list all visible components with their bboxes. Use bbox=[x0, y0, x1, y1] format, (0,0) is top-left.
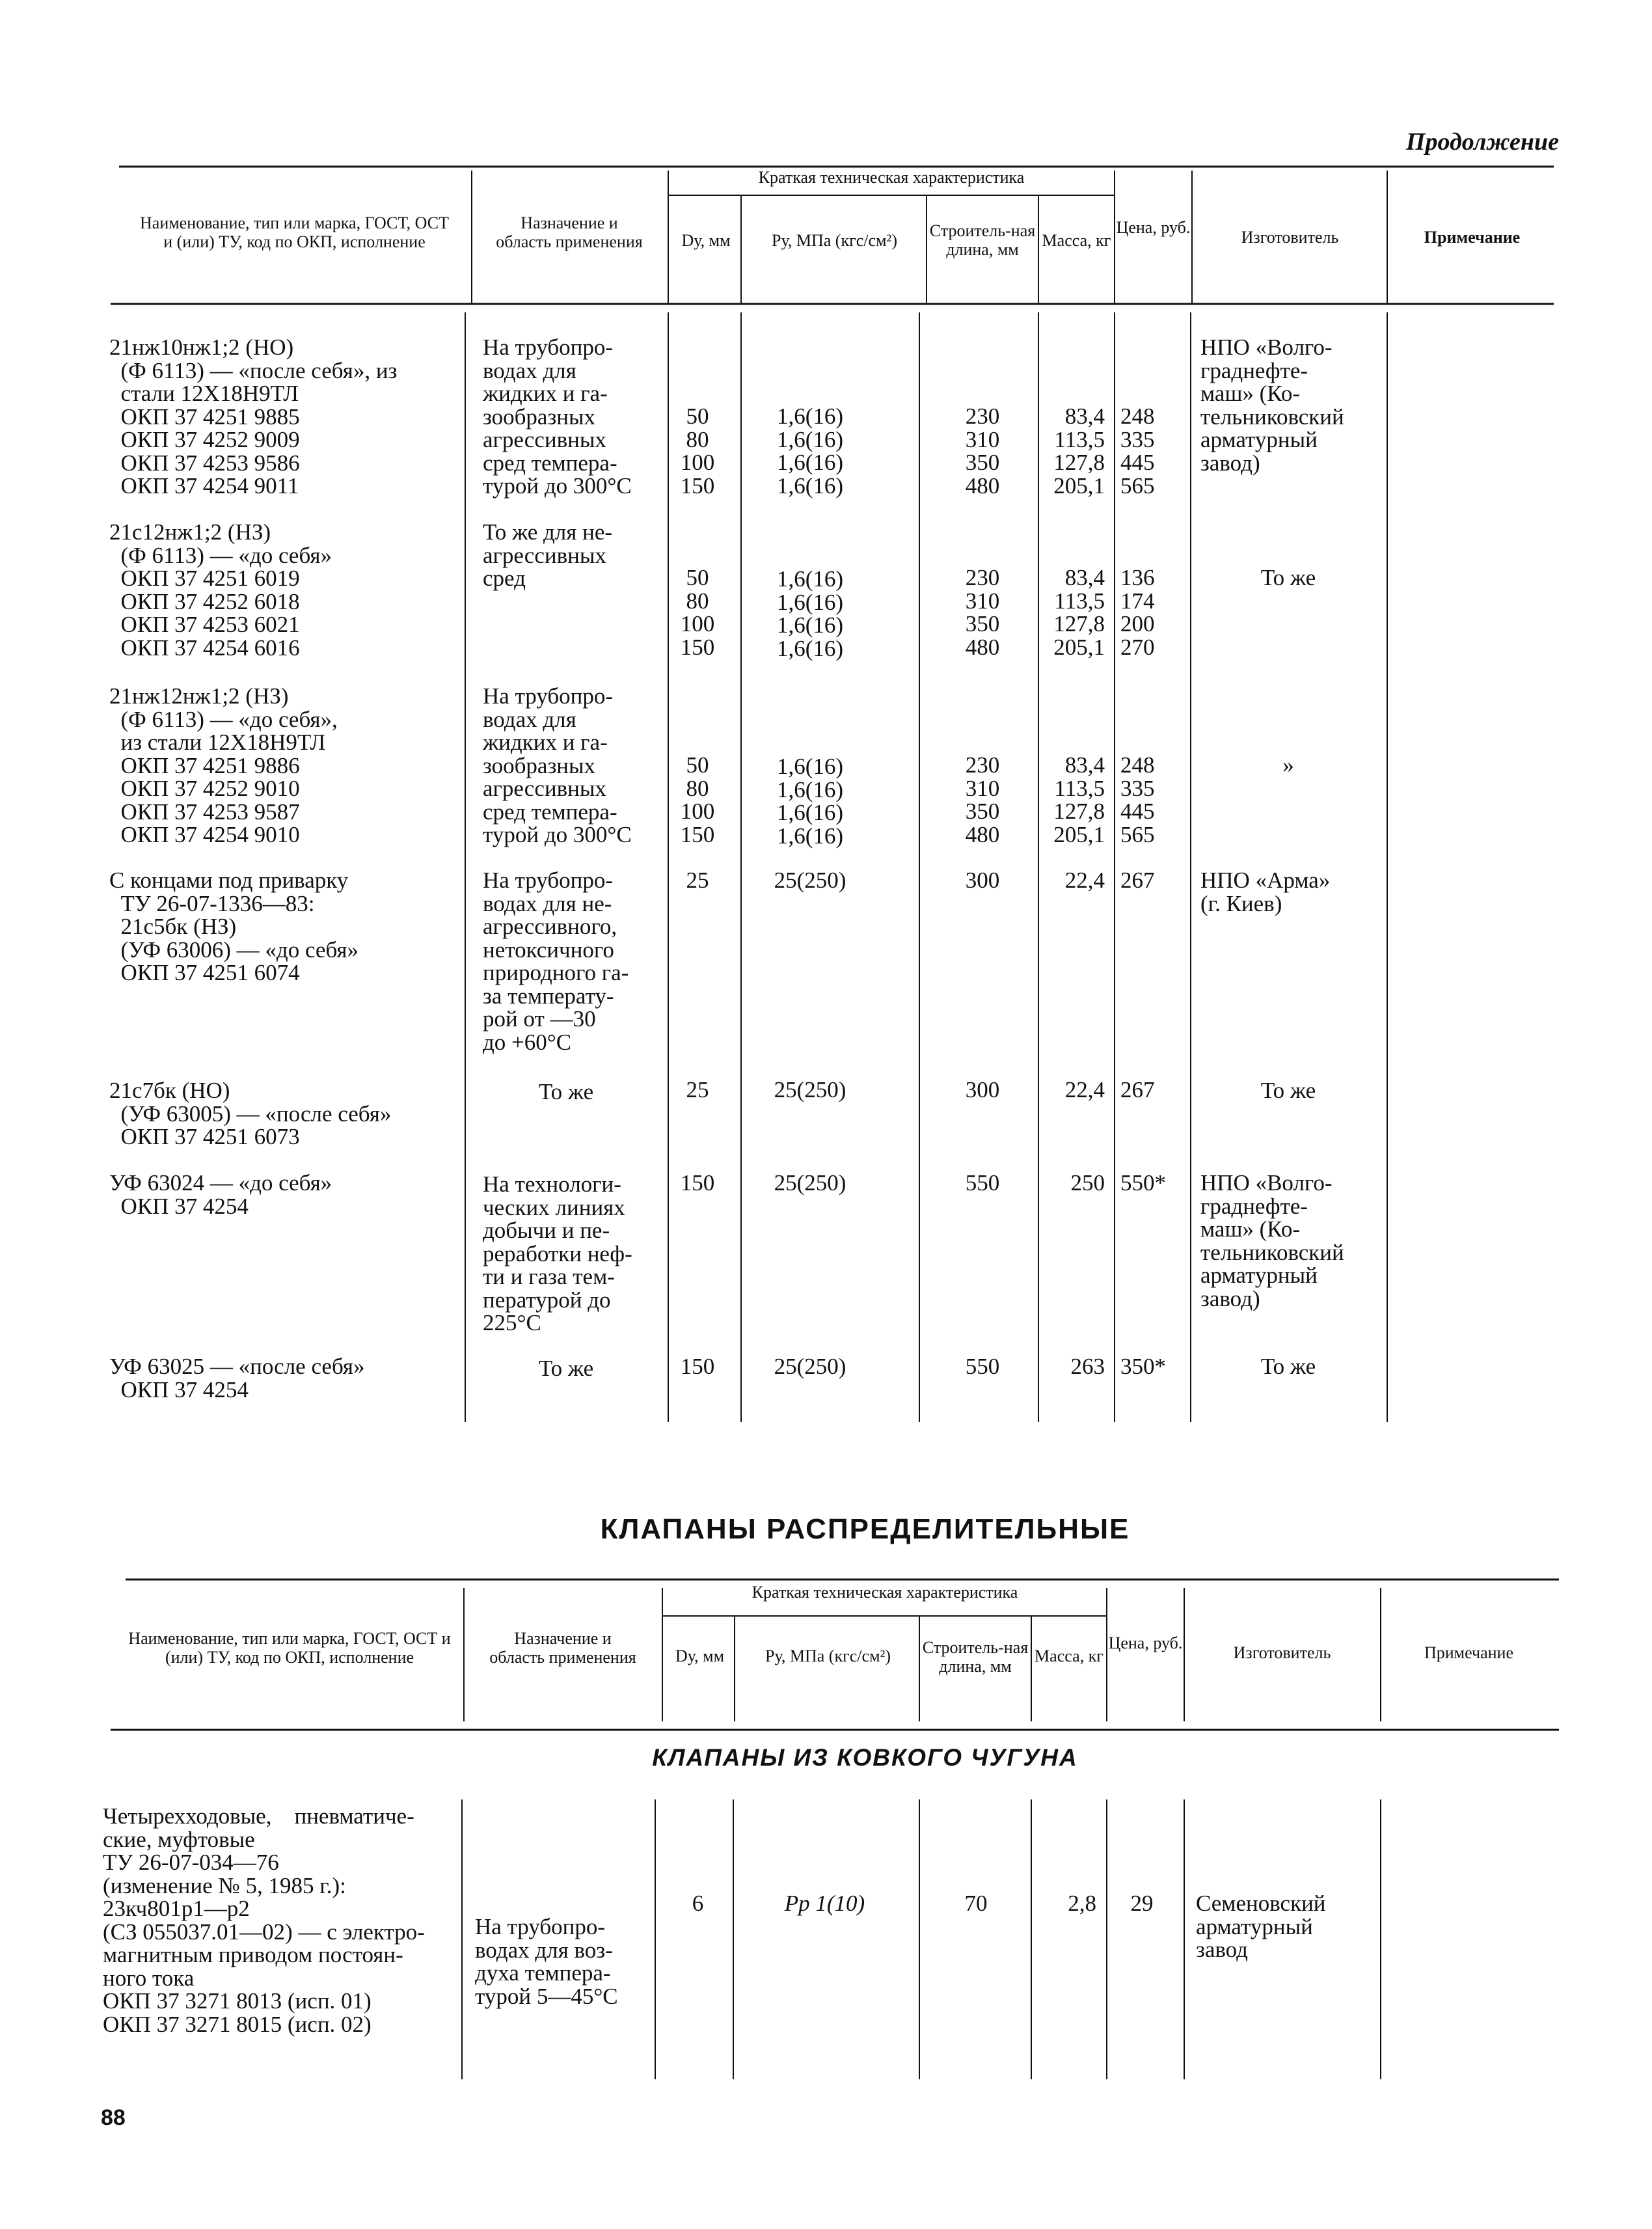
t2-header-purpose: Назначение и область применения bbox=[489, 1629, 636, 1667]
subsection-title: КЛАПАНЫ ИЗ КОВКОГО ЧУГУНА bbox=[652, 1744, 1078, 1771]
header-mass: Масса, кг bbox=[1042, 231, 1111, 250]
t1-r3-mass: 83,4 113,5 127,8 205,1 bbox=[1053, 752, 1105, 847]
t2-r1-maker: Семеновский арматурный завод bbox=[1196, 1891, 1326, 1962]
t1-r3-name: 21нж12нж1;2 (НЗ) (Ф 6113) — «до себя», из стали 12Х18Н9ТЛ ОКП 37 4251 9886 ОКП 37 4252 9010 ОКП 37 4253 9587 ОКП 37 4254 9010 bbox=[109, 683, 338, 847]
t1-r7-maker: То же bbox=[1260, 1354, 1316, 1379]
t2-header-length: Строитель-ная длина, мм bbox=[922, 1638, 1029, 1676]
t1-r7-py: 25(250) bbox=[774, 1354, 846, 1379]
t1-r2-dy: 50 80 100 150 bbox=[680, 565, 715, 660]
t1-r1-price: 248 335 445 565 bbox=[1120, 403, 1155, 499]
t1-r2-mass: 83,4 113,5 127,8 205,1 bbox=[1053, 565, 1105, 660]
t1-r2-price: 136 174 200 270 bbox=[1120, 565, 1155, 660]
page-number: 88 bbox=[101, 2105, 126, 2130]
t2-header-maker: Изготовитель bbox=[1233, 1643, 1331, 1662]
t1-r7-length: 550 bbox=[965, 1354, 1000, 1379]
t1-r1-purpose: На трубопро- водах для жидких и га- зообразных агрессивных сред темпера- турой до 300°С bbox=[483, 335, 632, 499]
t1-r5-py: 25(250) bbox=[774, 1077, 846, 1102]
header-note: Примечание bbox=[1424, 228, 1521, 247]
t1-r5-dy: 25 bbox=[686, 1077, 709, 1102]
t1-r3-dy: 50 80 100 150 bbox=[680, 752, 715, 847]
t1-r4-length: 300 bbox=[965, 868, 1000, 893]
t1-r7-name: УФ 63025 — «после себя» ОКП 37 4254 bbox=[109, 1354, 365, 1402]
t1-r5-name: 21с7бк (НО) (УФ 63005) — «после себя» ОКП 37 4251 6073 bbox=[109, 1078, 392, 1149]
t2-r1-name: Четырехходовые, пневматиче- ские, муфтовые ТУ 26-07-034—76 (изменение № 5, 1985 г.): 23кч801р1—р2 (СЗ 055037.01—02) — с электро- магнитным приводом постоян- ного тока ОКП 37 3271 8013 (исп. 01) ОКП 37 3271 8015 (исп. 02) bbox=[103, 1803, 425, 2037]
t1-r1-name: 21нж10нж1;2 (НО) (Ф 6113) — «после себя», из стали 12Х18Н9ТЛ ОКП 37 4251 9885 ОКП 37 4252 9009 ОКП 37 4253 9586 ОКП 37 4254 9011 bbox=[109, 335, 398, 499]
header-maker: Изготовитель bbox=[1241, 228, 1339, 247]
t1-r5-purpose: То же bbox=[538, 1079, 594, 1104]
t1-r3-length: 230 310 350 480 bbox=[965, 752, 1000, 847]
header-length: Строитель-ная длина, мм bbox=[929, 221, 1036, 259]
t1-r7-price: 350* bbox=[1120, 1354, 1166, 1379]
t1-r2-maker: То же bbox=[1260, 565, 1316, 590]
t2-header-price: Цена, руб. bbox=[1108, 1634, 1183, 1652]
header-price: Цена, руб. bbox=[1116, 218, 1191, 237]
t1-r5-mass: 22,4 bbox=[1064, 1077, 1105, 1102]
t2-header-dy: Dу, мм bbox=[675, 1647, 725, 1665]
t1-r6-price: 550* bbox=[1120, 1170, 1166, 1196]
t1-r6-length: 550 bbox=[965, 1170, 1000, 1196]
header-dy: Dу, мм bbox=[681, 231, 731, 250]
t2-header-note: Примечание bbox=[1424, 1643, 1514, 1662]
t1-r2-length: 230 310 350 480 bbox=[965, 565, 1000, 660]
t1-r6-dy: 150 bbox=[680, 1170, 715, 1196]
t1-r3-py: 1,6(16) 1,6(16) 1,6(16) 1,6(16) bbox=[776, 754, 844, 849]
t2-r1-length: 70 bbox=[964, 1891, 988, 1916]
t1-r1-maker: НПО «Волго- граднефте- маш» (Ко- тельниковский арматурный завод) bbox=[1200, 335, 1344, 476]
t1-r1-py: 1,6(16) 1,6(16) 1,6(16) 1,6(16) bbox=[776, 403, 844, 499]
t2-header-py: Pу, МПа (кгс/см²) bbox=[765, 1647, 891, 1665]
t2-header-name: Наименование, тип или марка, ГОСТ, ОСТ и (или) ТУ, код по ОКП, исполнение bbox=[128, 1629, 451, 1667]
t1-r6-name: УФ 63024 — «до себя» ОКП 37 4254 bbox=[109, 1170, 332, 1219]
t2-header-brief: Краткая техническая характеристика bbox=[752, 1583, 1018, 1602]
t1-r6-maker: НПО «Волго- граднефте- маш» (Ко- тельниковский арматурный завод) bbox=[1200, 1170, 1344, 1311]
t1-r3-price: 248 335 445 565 bbox=[1120, 752, 1155, 847]
t1-r4-purpose: На трубопро- водах для не- агрессивного, нетоксичного природного га- за температу- рой от —30 до +60°С bbox=[483, 868, 629, 1055]
t1-r4-maker: НПО «Арма» (г. Киев) bbox=[1200, 868, 1331, 916]
t1-r1-length: 230 310 350 480 bbox=[965, 403, 1000, 499]
t1-r5-maker: То же bbox=[1260, 1078, 1316, 1103]
t1-r5-price: 267 bbox=[1120, 1077, 1155, 1102]
t2-r1-price: 29 bbox=[1130, 1891, 1154, 1916]
t1-r2-py: 1,6(16) 1,6(16) 1,6(16) 1,6(16) bbox=[776, 566, 844, 661]
t1-r7-purpose: То же bbox=[538, 1356, 594, 1381]
t2-r1-py: Pр 1(10) bbox=[784, 1891, 865, 1916]
section-title: КЛАПАНЫ РАСПРЕДЕЛИТЕЛЬНЫЕ bbox=[600, 1513, 1130, 1545]
t2-r1-mass: 2,8 bbox=[1068, 1891, 1096, 1916]
t2-r1-dy: 6 bbox=[692, 1891, 704, 1916]
t1-r1-mass: 83,4 113,5 127,8 205,1 bbox=[1053, 403, 1105, 499]
t1-r3-maker: » bbox=[1282, 752, 1294, 778]
header-name: Наименование, тип или марка, ГОСТ, ОСТ и (или) ТУ, код по ОКП, исполнение bbox=[140, 213, 449, 251]
header-purpose: Назначение и область применения bbox=[496, 213, 643, 251]
t1-r6-mass: 250 bbox=[1070, 1170, 1105, 1196]
t1-r6-purpose: На технологи- ческих линиях добычи и пе- реработки неф- ти и газа тем- пературой до 225°С bbox=[483, 1171, 632, 1335]
t1-r6-py: 25(250) bbox=[774, 1170, 846, 1196]
t1-r3-purpose: На трубопро- водах для жидких и га- зообразных агрессивных сред темпера- турой до 300°С bbox=[483, 683, 632, 847]
header-py: Pу, МПа (кгс/см²) bbox=[772, 231, 897, 250]
t1-r4-dy: 25 bbox=[686, 868, 709, 893]
t2-header-mass: Масса, кг bbox=[1035, 1647, 1104, 1665]
t1-r7-dy: 150 bbox=[680, 1354, 715, 1379]
t1-r4-py: 25(250) bbox=[774, 868, 846, 893]
t1-r4-name: С концами под приварку ТУ 26-07-1336—83: 21с5бк (НЗ) (УФ 63006) — «до себя» ОКП 37 4251 6074 bbox=[109, 868, 359, 985]
header-brief: Краткая техническая характеристика bbox=[758, 168, 1025, 187]
t1-r7-mass: 263 bbox=[1070, 1354, 1105, 1379]
t1-r4-price: 267 bbox=[1120, 868, 1155, 893]
t1-r2-purpose: То же для не- агрессивных сред bbox=[483, 519, 613, 591]
t1-r2-name: 21с12нж1;2 (НЗ) (Ф 6113) — «до себя» ОКП 37 4251 6019 ОКП 37 4252 6018 ОКП 37 4253 6021 ОКП 37 4254 6016 bbox=[109, 519, 332, 661]
t1-r5-length: 300 bbox=[965, 1077, 1000, 1102]
continuation-label: Продолжение bbox=[1405, 128, 1559, 156]
t2-r1-purpose: На трубопро- водах для воз- духа темпера- турой 5—45°С bbox=[475, 1914, 618, 2009]
t1-r4-mass: 22,4 bbox=[1064, 868, 1105, 893]
t1-r1-dy: 50 80 100 150 bbox=[680, 403, 715, 499]
